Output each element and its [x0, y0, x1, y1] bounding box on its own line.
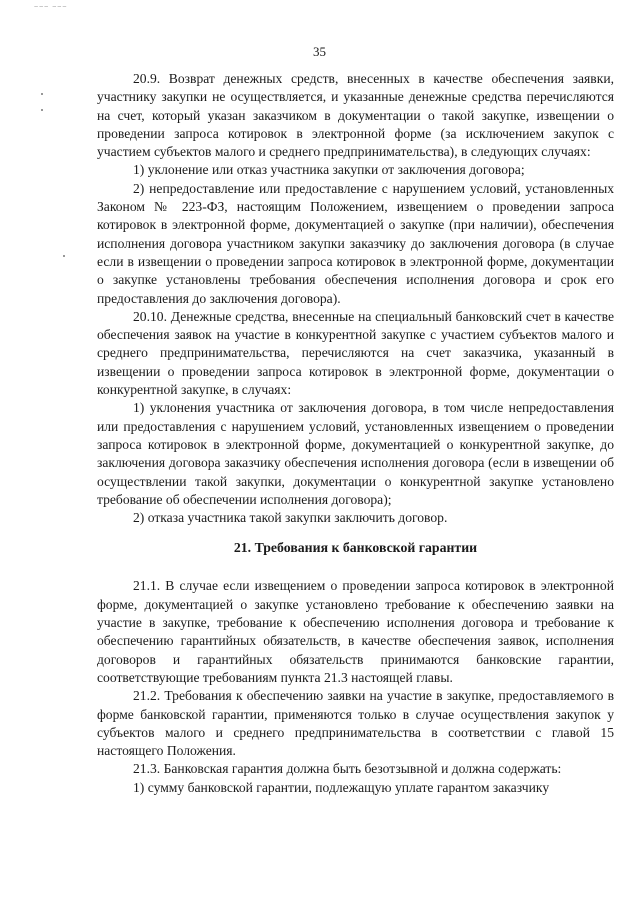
paragraph-21-1: 21.1. В случае если извещением о проведении запроса котировок в электронной форме, документацией о закупке установлено требование к обеспечению заявки на участие в закупке, требование к обеспечению исполнения договора и требование к обеспечению гарантийных обязательств, в качестве обеспечения заявок, исполнения договоров и гарантийных обязательств принимаются банковские гарантии, соответствующие требованиям пункта 21.3 настоящей главы.: [97, 578, 614, 685]
margin-dot: [63, 255, 65, 257]
list-item-20-10-1: 1) уклонения участника от заключения договора, в том числе непредоставления или предоставления с нарушением условий, установленных извещением о проведении запроса котировок в электронной форме, документацией о конкурентной закупке, до заключения договора заказчику обеспечения исполнения договора (если в извещении об осуществлении такой закупки, документации о конкурентной закупке установлено требование об обеспечении исполнения договора);: [97, 400, 614, 507]
list-item-21-3-1: 1) сумму банковской гарантии, подлежащую уплате гарантом заказчику: [133, 779, 550, 795]
section-heading-21: 21. Требования к банковской гарантии: [233, 540, 478, 556]
margin-dot: [41, 93, 43, 95]
margin-dot: [41, 109, 43, 111]
list-item-20-9-2: 2) непредоставление или предоставление с нарушением условий, установленных Законом № 223-ФЗ, настоящим Положением, извещением о проведении запроса котировок в электронной форме, документацией о закупке (при наличии), обеспечения исполнения договора участником закупки заказчику до заключения договора (в случае если в извещении о проведении запроса котировок в электронной форме, документации о закупке установлены требования обеспечения исполнения договора и срок его предоставления до заключения договора).: [97, 180, 614, 306]
page-number: 35: [313, 44, 326, 59]
paragraph-20-9: 20.9. Возврат денежных средств, внесенных в качестве обеспечения заявки, участнику закупки не осуществляется, и указанные денежные средства перечисляются на счет, который указан заказчиком в документации о такой закупке, извещении о проведении запроса котировок в электронной форме (за исключением закупок с участием субъектов малого и среднего предпринимательства), в следующих случаях:: [97, 71, 614, 160]
list-item-20-10-2: 2) отказа участника такой закупки заключить договор.: [133, 510, 448, 526]
scan-artifact: ~~~ ~~~: [34, 4, 68, 11]
document-body: [97, 70, 614, 797]
paragraph-20-10: 20.10. Денежные средства, внесенные на специальный банковский счет в качестве обеспечения заявок на участие в конкурентной закупке с участием субъектов малого и среднего предпринимательства, перечисляются на счет заказчика, указанный в извещении о проведении запроса котировок в электронной форме, документации о конкурентной закупке, в случаях:: [97, 308, 614, 398]
list-item-20-9-1: 1) уклонение или отказ участника закупки от заключения договора;: [133, 162, 525, 178]
paragraph-21-3: 21.3. Банковская гарантия должна быть безотзывной и должна содержать:: [133, 761, 562, 777]
paragraph-21-2: 21.2. Требования к обеспечению заявки на участие в закупке, предоставляемого в форме банковской гарантии, применяются только в случае осуществления закупок у субъектов малого и среднего предпринимательства в соответствии с главой 15 настоящего Положения.: [97, 688, 614, 759]
